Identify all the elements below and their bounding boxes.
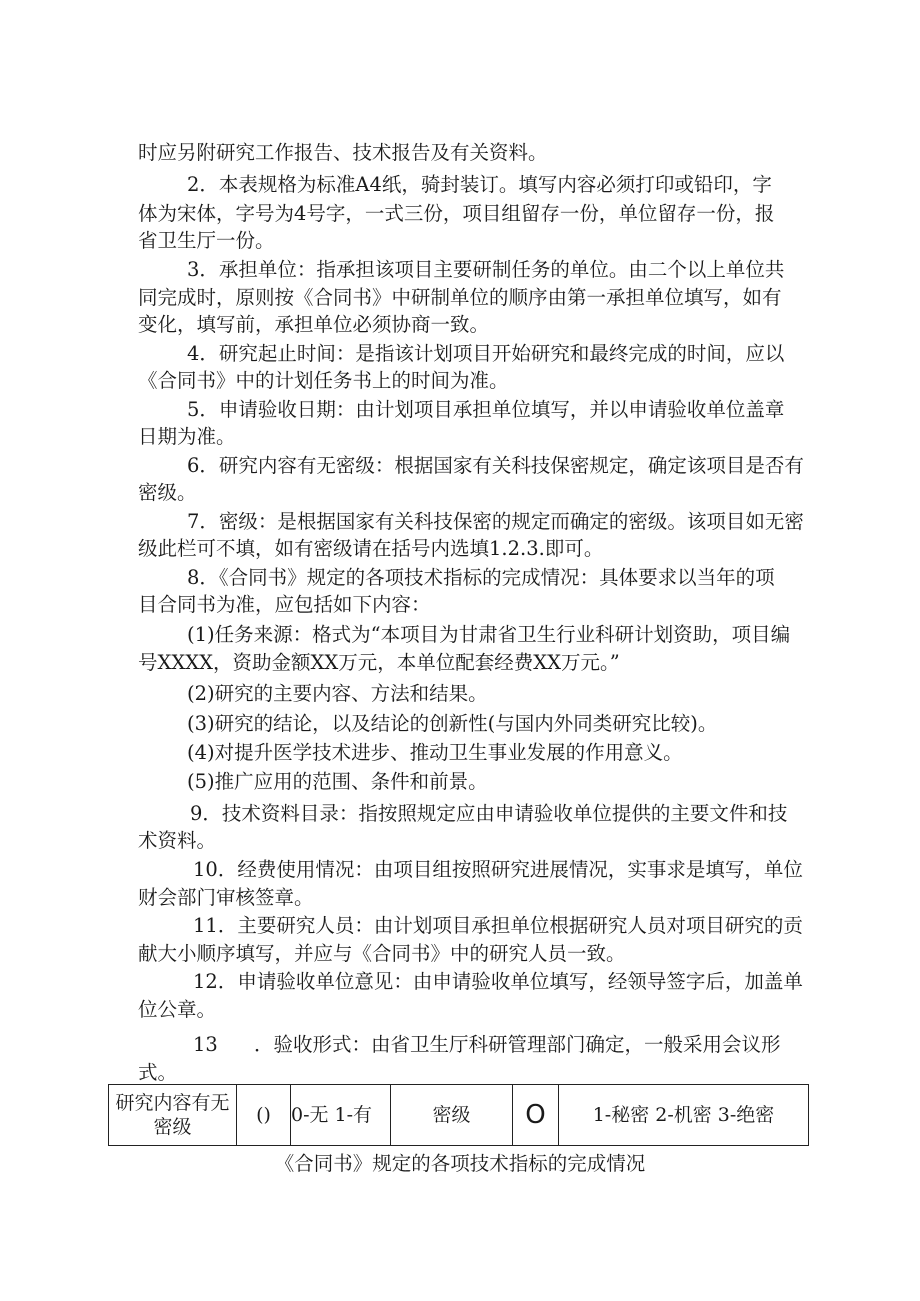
- text-line-12: 6．研究内容有无密级：根据国家有关科技保密规定，确定该项目是否有: [187, 454, 804, 477]
- text-line-19: 号XXXX，资助金额XX万元，本单位配套经费XX万元。”: [138, 651, 620, 674]
- text-line-24: 9．技术资料目录：指按照规定应由申请验收单位提供的主要文件和技: [190, 802, 788, 825]
- secrecy-label-line-2: 密级: [153, 1116, 192, 1138]
- text-line-30: 12．申请验收单位意见：由申请验收单位填写，经领导签字后，加盖单: [193, 970, 803, 993]
- text-line-14: 7．密级：是根据国家有关科技保密的规定而确定的密级。该项目如无密: [187, 510, 804, 533]
- text-line-31: 位公章。: [138, 998, 217, 1021]
- item-13-text: ．验收形式：由省卫生厅科研管理部门确定，一般采用会议形: [254, 1033, 781, 1056]
- text-line-10: 5．申请验收日期：由计划项目承担单位填写，并以申请验收单位盖章: [187, 398, 785, 421]
- classification-row: [109, 1085, 809, 1146]
- text-line-25: 术资料。: [138, 829, 217, 852]
- text-line-27: 财会部门审核签章。: [138, 886, 314, 909]
- text-line-17: 目合同书为准，应包括如下内容：: [138, 593, 431, 616]
- level-label-cell: 密级: [391, 1085, 513, 1146]
- section-caption: 《合同书》规定的各项技术指标的完成情况: [274, 1152, 646, 1175]
- secrecy-choice-cell[interactable]: (): [237, 1085, 291, 1146]
- level-options-cell: 1-秘密 2-机密 3-绝密: [559, 1085, 809, 1146]
- text-line-21: (3)研究的结论，以及结论的创新性(与国内外同类研究比较)。: [187, 712, 718, 735]
- secrecy-label-cell: [109, 1085, 237, 1146]
- item-13-number: 13: [193, 1033, 218, 1056]
- item-13-continuation: 式。: [138, 1061, 178, 1084]
- text-line-11: 日期为准。: [138, 425, 236, 448]
- text-line-4: 省卫生厅一份。: [138, 229, 275, 252]
- text-line-3: 体为宋体，字号为4号字，一式三份，项目组留存一份，单位留存一份，报: [138, 202, 775, 225]
- text-line-29: 献大小顺序填写，并应与《合同书》中的研究人员一致。: [138, 942, 626, 965]
- text-line-15: 级此栏可不填，如有密级请在括号内选填1.2.3.即可。: [138, 537, 604, 560]
- text-line-28: 11．主要研究人员：由计划项目承担单位根据研究人员对项目研究的贡: [193, 914, 803, 937]
- text-line-2: 2．本表规格为标准A4纸，骑封装订。填写内容必须打印或铅印，字: [187, 173, 772, 196]
- text-line-9: 《合同书》中的计划任务书上的时间为准。: [138, 369, 509, 392]
- text-line-20: (2)研究的主要内容、方法和结果。: [187, 682, 488, 705]
- text-line-16: 8．《合同书》规定的各项技术指标的完成情况：具体要求以当年的项: [187, 566, 775, 589]
- text-line-23: (5)推广应用的范围、条件和前景。: [187, 770, 488, 793]
- text-line-18: (1)任务来源：格式为“本项目为甘肃省卫生行业科研计划资助，项目编: [187, 623, 791, 646]
- secrecy-options-cell: 0-无 1-有: [291, 1085, 391, 1146]
- text-line-22: (4)对提升医学技术进步、推动卫生事业发展的作用意义。: [187, 741, 683, 764]
- classification-table: [108, 1084, 809, 1146]
- secrecy-label-line-1: 研究内容有无: [115, 1092, 230, 1114]
- text-line-8: 4．研究起止时间：是指该计划项目开始研究和最终完成的时间，应以: [187, 342, 785, 365]
- text-line-6: 同完成时，原则按《合同书》中研制单位的顺序由第一承担单位填写，如有: [138, 286, 782, 309]
- text-line-13: 密级。: [138, 481, 197, 504]
- text-line-5: 3．承担单位：指承担该项目主要研制任务的单位。由二个以上单位共: [187, 258, 785, 281]
- text-line-26: 10．经费使用情况：由项目组按照研究进展情况，实事求是填写，单位: [193, 858, 803, 881]
- text-line-7: 变化，填写前，承担单位必须协商一致。: [138, 313, 490, 336]
- text-line-1: 时应另附研究工作报告、技术报告及有关资料。: [138, 141, 548, 164]
- level-choice-cell[interactable]: O: [513, 1085, 559, 1146]
